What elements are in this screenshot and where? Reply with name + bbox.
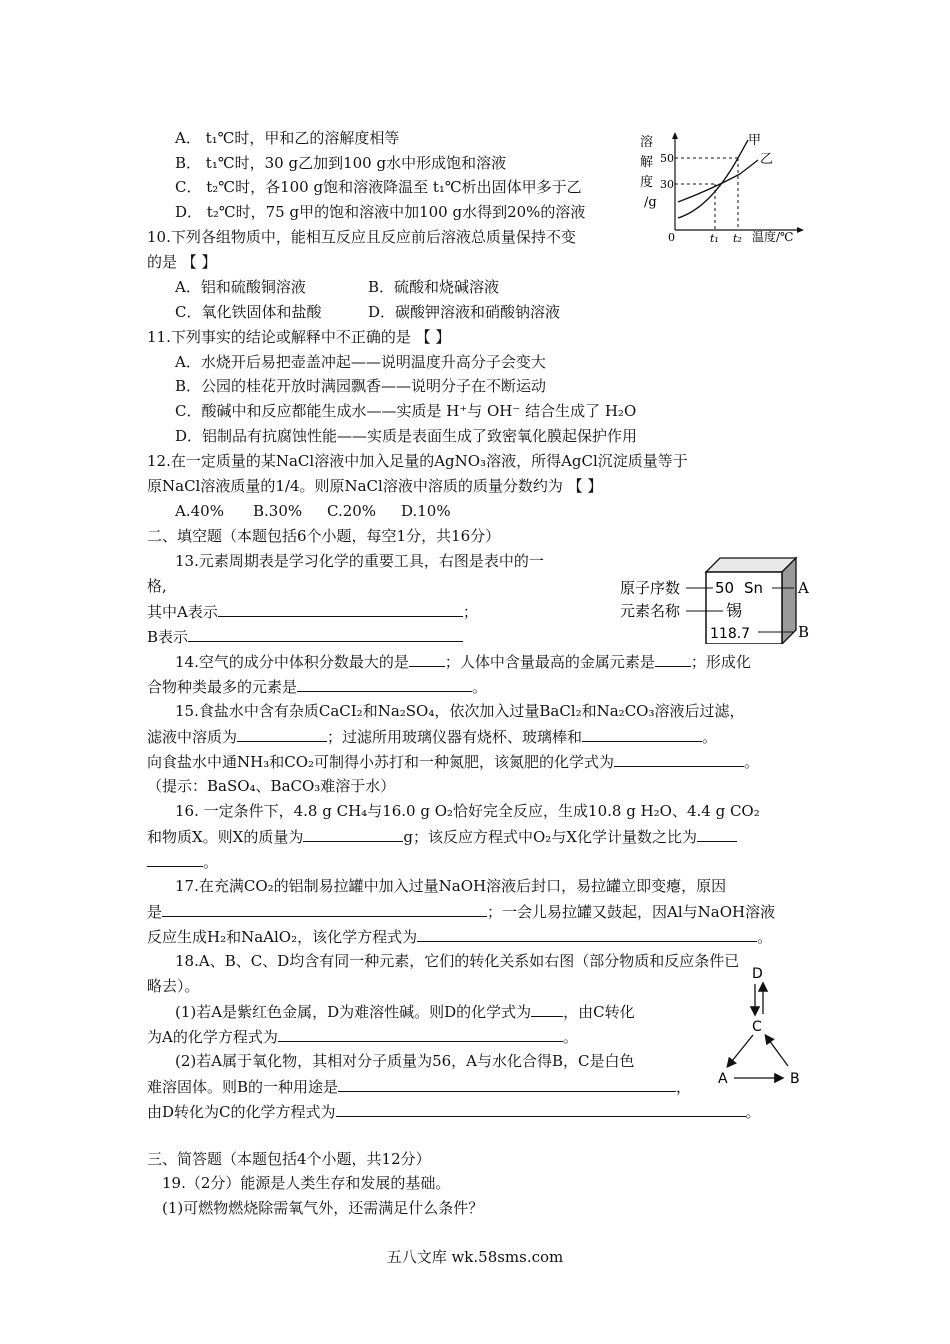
q16-line-1: 16. 一定条件下，4.8 g CH₄与16.0 g O₂恰好完全反应，生成10.8 g H₂O、4.4 g CO₂: [175, 802, 760, 820]
q13-line-1: 13.元素周期表是学习化学的重要工具，右图是表中的一: [175, 552, 544, 570]
cell-top-face: [706, 558, 796, 572]
q15-text-1: 滤液中溶质为: [147, 728, 238, 746]
x-axis-arrow: [797, 227, 804, 233]
q18-part-2-line-3: [147, 1100, 761, 1123]
q14-text-5: 。: [472, 678, 488, 696]
q15-line-2: [147, 725, 717, 748]
q18-text-1: (1)若A是紫红色金属，D为难溶性碱。则D的化学式为: [175, 1003, 532, 1021]
q16-text-3: 。: [203, 853, 219, 871]
q10-stem-1: 10.下列各组物质中，能相互反应且反应前后溶液总质量保持不变: [147, 228, 576, 246]
ylabel-3: 度: [640, 175, 654, 190]
q18-text-6: ，: [676, 1078, 692, 1096]
q18-text-2: ，由C转化: [563, 1003, 635, 1021]
q16-text-1: 和物质X。则X的质量为: [147, 828, 304, 846]
q13-line-4: [147, 625, 463, 648]
q11-stem: 11.下列事实的结论或解释中不正确的是 【 】: [147, 328, 451, 346]
q14-line-2: [147, 675, 487, 698]
curve-yi: [678, 160, 758, 202]
q18-blank-3[interactable]: [338, 1075, 676, 1092]
q14-line-1: [175, 650, 751, 673]
q9-option-b: B． t₁℃时，30 g乙加到100 g水中形成饱和溶液: [175, 154, 507, 172]
q16-line-3: [147, 850, 218, 873]
label-element-name: 元素名称: [620, 602, 681, 620]
q18-part-2-line-2: [147, 1075, 691, 1098]
node-c: C: [752, 1019, 762, 1035]
q11-option-b: B．公园的桂花开放时满园飘香——说明分子在不断运动: [175, 377, 547, 395]
q14-blank-2[interactable]: [655, 650, 691, 667]
atomic-mass: 118.7: [710, 626, 751, 642]
q12-stem-1: 12.在一定质量的某NaCl溶液中加入足量的AgNO₃溶液，所得AgCl沉淀质量等于: [147, 452, 688, 470]
q16-line-2: [147, 825, 737, 848]
q11-option-d: D．铝制品有抗腐蚀性能——实质是表面生成了致密氧化膜起保护作用: [175, 427, 638, 445]
q18-line-1: 18.A、B、C、D均含有同一种元素，它们的转化关系如右图（部分物质和反应条件已: [175, 952, 740, 970]
q16-blank-2-cont[interactable]: [147, 850, 203, 867]
ylabel-2: 解: [640, 155, 654, 170]
q12-option-a: A.40%: [175, 502, 224, 520]
q14-blank-3[interactable]: [297, 675, 472, 692]
q15-text-5: 。: [744, 753, 760, 771]
q11-option-a: A．水烧开后易把壶盖冲起——说明温度升高分子会变大: [175, 353, 546, 371]
q17-text-3: 反应生成H₂和NaAlO₂，该化学方程式为: [147, 928, 418, 946]
cell-side-face: [782, 558, 796, 644]
q10-stem-2: 的是 【 】: [147, 253, 217, 271]
q12-option-d: D.10%: [401, 502, 451, 520]
node-b: B: [790, 1071, 800, 1087]
q18-text-8: 。: [745, 1103, 761, 1121]
q13-a-blank[interactable]: [218, 600, 463, 617]
page-footer: 五八文库 wk.58sms.com: [386, 1248, 564, 1266]
q19-part-1: (1)可燃物燃烧除需氧气外，还需满足什么条件？: [162, 1199, 484, 1217]
y-axis-arrow: [672, 132, 678, 139]
q17-text-2: ；一会儿易拉罐又鼓起，因Al与NaOH溶液: [487, 903, 776, 921]
q18-blank-2[interactable]: [278, 1025, 563, 1042]
arrow-c-to-a: [728, 1035, 753, 1066]
element-symbol: Sn: [744, 579, 764, 597]
series-yi-label: 乙: [760, 152, 774, 167]
q9-option-d: D． t₂℃时，75 g甲的饱和溶液中加100 g水得到20%的溶液: [175, 203, 586, 221]
element-cell-figure: [618, 552, 818, 644]
ylabel-4: /g: [644, 195, 657, 210]
q16-blank-1[interactable]: [303, 825, 403, 842]
tick-origin: 0: [668, 231, 675, 244]
q10-option-b: B．硫酸和烧碱溶液: [368, 278, 500, 296]
q13-b-blank[interactable]: [188, 625, 463, 642]
q10-option-d: D．碳酸钾溶液和硝酸钠溶液: [368, 303, 561, 321]
q14-blank-1[interactable]: [409, 650, 445, 667]
label-atomic-number: 原子序数: [620, 579, 681, 597]
q15-line-1: 15.食盐水中含有杂质CaCI₂和Na₂SO₄，依次加入过量BaCl₂和Na₂CO₃溶液后过滤，: [175, 702, 745, 720]
q16-blank-2[interactable]: [697, 825, 737, 842]
q15-line-3: [147, 750, 759, 773]
xlabel: 温度/℃: [752, 230, 794, 244]
q13-a-end: ；: [462, 603, 478, 621]
series-jia-label: 甲: [748, 133, 762, 148]
q13-a-label: 其中A表示: [147, 603, 218, 621]
tick-30: 30: [660, 178, 674, 191]
q10-option-a: A．铝和硫酸铜溶液: [175, 278, 306, 296]
q15-hint: （提示：BaSO₄、BaCO₃难溶于水）: [147, 777, 396, 795]
arrow-b-to-c: [766, 1036, 788, 1066]
q18-part-2-line-1: (2)若A属于氧化物，其相对分子质量为56，A与水化合得B，C是白色: [175, 1052, 635, 1070]
tick-50: 50: [660, 152, 674, 165]
q15-blank-2[interactable]: [582, 725, 702, 742]
q11-option-c: C．酸碱中和反应都能生成水——实质是 H⁺与 OH⁻ 结合生成了 H₂O: [175, 402, 637, 420]
q18-text-5: 难溶固体。则B的一种用途是: [147, 1078, 339, 1096]
q12-stem-2: 原NaCl溶液质量的1/4。则原NaCl溶液中溶质的质量分数约为 【 】: [147, 477, 603, 495]
q15-text-3: 。: [702, 728, 718, 746]
solubility-chart: [640, 130, 815, 245]
q17-text-4: 。: [757, 928, 773, 946]
node-a: A: [718, 1071, 728, 1087]
node-d: D: [752, 966, 763, 982]
q15-blank-1[interactable]: [237, 725, 327, 742]
q13-line-3: [147, 600, 478, 623]
q14-text-3: ；形成化: [690, 653, 751, 671]
q17-line-3: [147, 925, 772, 948]
pointer-b-label: B: [798, 623, 810, 641]
q18-text-3: 为A的化学方程式为: [147, 1028, 278, 1046]
atomic-number: 50: [715, 579, 735, 597]
q19-stem: 19.（2分）能源是人类生存和发展的基础。: [162, 1174, 451, 1192]
q18-line-2: 略去）。: [147, 977, 200, 995]
ylabel-1: 溶: [640, 135, 654, 150]
q17-blank-2[interactable]: [417, 925, 757, 942]
q18-blank-4[interactable]: [336, 1100, 746, 1117]
q18-text-4: 。: [562, 1028, 578, 1046]
q12-option-c: C.20%: [327, 502, 377, 520]
tick-t1: t₁: [710, 232, 719, 245]
q17-line-2: [147, 900, 775, 923]
q13-b-label: B表示: [147, 628, 189, 646]
q16-text-2: g；该反应方程式中O₂与X化学计量数之比为: [403, 828, 697, 846]
section-2-heading: 二、填空题（本题包括6个小题，每空1分，共16分）: [147, 527, 501, 545]
section-3-heading: 三、简答题（本题包括4个小题，共12分）: [147, 1150, 431, 1168]
q18-blank-1[interactable]: [531, 1000, 563, 1017]
q13-line-2: 格,: [147, 577, 167, 595]
q14-text-4: 合物种类最多的元素是: [147, 678, 298, 696]
tick-t2: t₂: [733, 232, 742, 245]
q17-text-1: 是: [147, 903, 163, 921]
q15-blank-3[interactable]: [614, 750, 744, 767]
q14-text-2: ；人体中含量最高的金属元素是: [444, 653, 655, 671]
q15-text-4: 向食盐水中通NH₃和CO₂可制得小苏打和一种氮肥，该氮肥的化学式为: [147, 753, 615, 771]
q18-text-7: 由D转化为C的化学方程式为: [147, 1103, 336, 1121]
q15-text-2: ；过滤所用玻璃仪器有烧杯、玻璃棒和: [327, 728, 583, 746]
q18-part-1-line-2: [147, 1025, 578, 1048]
q14-text-1: 14.空气的成分中体积分数最大的是: [175, 653, 409, 671]
q10-option-c: C．氧化铁固体和盐酸: [175, 303, 322, 321]
q18-part-1-line-1: [175, 1000, 635, 1023]
q17-blank-1[interactable]: [162, 900, 487, 917]
q17-line-1: 17.在充满CO₂的铝制易拉罐中加入过量NaOH溶液后封口，易拉罐立即变瘪，原因: [175, 877, 727, 895]
element-name: 锡: [726, 601, 743, 620]
pointer-a-label: A: [798, 579, 809, 597]
q12-option-b: B.30%: [253, 502, 303, 520]
q9-option-c: C． t₂℃时，各100 g饱和溶液降温至 t₁℃析出固体甲多于乙: [175, 178, 582, 196]
conversion-diagram: [708, 960, 818, 1090]
q9-option-a: A． t₁℃时，甲和乙的溶解度相等: [175, 129, 400, 147]
